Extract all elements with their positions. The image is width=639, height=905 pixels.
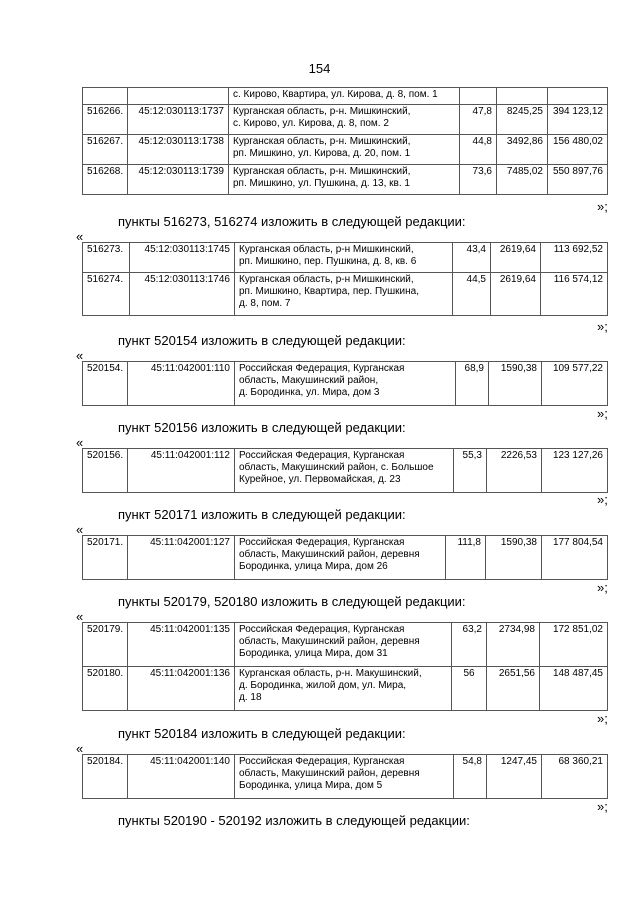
amendment-instruction: пункт 520184 изложить в следующей редакции: [118,726,406,741]
property-table [82,242,608,316]
closing-quote: »; [597,406,608,421]
property-table [82,622,608,711]
property-table [82,448,608,493]
table-row [83,449,608,493]
cell-area: 54,8 [454,755,487,799]
property-table [82,87,608,195]
address-line: область, Макушинский район, с. Большое [239,462,434,473]
table-row [83,88,608,105]
cell-total [548,88,608,105]
cell-total: 394 123,12 [548,105,608,135]
opening-quote: « [76,609,84,624]
table-row [83,623,608,667]
amendment-instruction: пункт 520156 изложить в следующей редакции: [118,420,406,435]
address-line: Курганская область, р-н. Макушинский, [239,668,422,679]
cell-area: 73,6 [460,165,497,195]
cell-total: 156 480,02 [548,135,608,165]
cell-cadastral-number: 45:12:030113:1739 [128,165,229,195]
cell-number: 520156. [83,449,128,493]
table-row [83,536,608,580]
cell-total: 123 127,26 [542,449,608,493]
cell-total: 109 577,22 [542,362,608,406]
cell-area: 111,8 [446,536,486,580]
page-number: 154 [308,61,331,76]
address-line: Российская Федерация, Курганская [239,537,405,548]
address-line: Курганская область, р-н Мишкинский, [239,244,414,255]
closing-quote: »; [597,799,608,814]
table-row [83,165,608,195]
address-line: Бородинка, улица Мира, дом 31 [239,648,388,659]
opening-quote: « [76,435,84,450]
address-line: д. 18 [239,692,262,703]
address-line: рп. Мишкино, ул. Пушкина, д. 13, кв. 1 [233,178,410,189]
cell-cadastral-number: 45:11:042001:110 [128,362,235,406]
cell-rate: 1590,38 [486,536,542,580]
cell-cadastral-number: 45:12:030113:1745 [130,243,235,273]
table-row [83,667,608,711]
cell-rate: 2651,56 [487,667,540,711]
cell-address [229,135,460,165]
address-line: Российская Федерация, Курганская [239,363,405,374]
cell-rate: 3492,86 [497,135,548,165]
cell-number: 520184. [83,755,128,799]
amendment-instruction: пункт 520171 изложить в следующей редакции: [118,507,406,522]
table-row [83,273,608,316]
address-line: область, Макушинский район, [239,375,379,386]
opening-quote: « [76,348,84,363]
cell-cadastral-number [128,88,229,105]
cell-rate: 8245,25 [497,105,548,135]
cell-number: 516274. [83,273,130,316]
cell-area: 47,8 [460,105,497,135]
amendment-instruction: пункты 520190 - 520192 изложить в следующей редакции: [118,813,470,828]
address-line: д. Бородинка, ул. Мира, дом 3 [239,387,380,398]
cell-rate [497,88,548,105]
cell-cadastral-number: 45:11:042001:127 [128,536,235,580]
cell-rate: 1247,45 [487,755,542,799]
cell-area: 56 [452,667,487,711]
address-line: Курейное, ул. Первомайская, д. 23 [239,474,401,485]
cell-address [235,667,452,711]
cell-address [229,88,460,105]
cell-total: 116 574,12 [541,273,608,316]
address-line: рп. Мишкино, Квартира, пер. Пушкина, [239,286,419,297]
cell-cadastral-number: 45:11:042001:140 [128,755,235,799]
cell-number: 520180. [83,667,128,711]
closing-quote: »; [597,492,608,507]
cell-total: 550 897,76 [548,165,608,195]
cell-address [229,165,460,195]
cell-rate: 2619,64 [491,243,541,273]
cell-area [460,88,497,105]
address-line: Курганская область, р-н. Мишкинский, [233,136,411,147]
address-line: рп. Мишкино, ул. Кирова, д. 20, пом. 1 [233,148,411,159]
closing-quote: »; [597,199,608,214]
address-line: Российская Федерация, Курганская [239,624,405,635]
cell-cadastral-number: 45:11:042001:112 [128,449,235,493]
property-table [82,361,608,406]
address-line: Российская Федерация, Курганская [239,450,405,461]
cell-total: 113 692,52 [541,243,608,273]
table-row [83,243,608,273]
cell-address [229,105,460,135]
opening-quote: « [76,229,84,244]
cell-rate: 2226,53 [487,449,542,493]
cell-rate: 2734,98 [487,623,540,667]
address-line: рп. Мишкино, пер. Пушкина, д. 8, кв. 6 [239,256,417,267]
cell-total: 177 804,54 [542,536,608,580]
cell-area: 63,2 [452,623,487,667]
amendment-instruction: пункты 520179, 520180 изложить в следующей редакции: [118,594,466,609]
address-line: Курганская область, р-н. Мишкинский, [233,106,411,117]
address-line: область, Макушинский район, деревня [239,636,420,647]
cell-number: 516267. [83,135,128,165]
cell-number: 520154. [83,362,128,406]
cell-total: 172 851,02 [540,623,608,667]
opening-quote: « [76,741,84,756]
table-row [83,755,608,799]
property-table [82,754,608,799]
table-row [83,105,608,135]
address-line: с. Кирово, ул. Кирова, д. 8, пом. 2 [233,118,389,129]
cell-address [235,273,453,316]
amendment-instruction: пункты 516273, 516274 изложить в следующей редакции: [118,214,466,229]
address-line: Российская Федерация, Курганская [239,756,405,767]
cell-number: 516268. [83,165,128,195]
cell-cadastral-number: 45:12:030113:1738 [128,135,229,165]
cell-rate: 2619,64 [491,273,541,316]
cell-address [235,362,456,406]
cell-address [235,623,452,667]
table-row [83,135,608,165]
cell-number [83,88,128,105]
cell-address [235,243,453,273]
cell-address [235,449,454,493]
closing-quote: »; [597,319,608,334]
address-line: область, Макушинский район, деревня [239,549,420,560]
cell-area: 43,4 [453,243,491,273]
cell-rate: 1590,38 [489,362,542,406]
closing-quote: »; [597,711,608,726]
cell-cadastral-number: 45:11:042001:135 [128,623,235,667]
opening-quote: « [76,522,84,537]
table-row [83,362,608,406]
cell-number: 516273. [83,243,130,273]
cell-address [235,755,454,799]
address-line: Бородинка, улица Мира, дом 26 [239,561,388,572]
address-line: Курганская область, р-н Мишкинский, [239,274,414,285]
cell-cadastral-number: 45:12:030113:1746 [130,273,235,316]
cell-area: 55,3 [454,449,487,493]
address-line: Бородинка, улица Мира, дом 5 [239,780,383,791]
cell-number: 516266. [83,105,128,135]
cell-rate: 7485,02 [497,165,548,195]
cell-cadastral-number: 45:11:042001:136 [128,667,235,711]
amendment-instruction: пункт 520154 изложить в следующей редакции: [118,333,406,348]
property-table [82,535,608,580]
address-line: д. 8, пом. 7 [239,298,291,309]
cell-total: 68 360,21 [542,755,608,799]
cell-area: 44,5 [453,273,491,316]
address-line: с. Кирово, Квартира, ул. Кирова, д. 8, пом. 1 [233,89,438,100]
cell-total: 148 487,45 [540,667,608,711]
closing-quote: »; [597,580,608,595]
address-line: область, Макушинский район, деревня [239,768,420,779]
cell-number: 520171. [83,536,128,580]
cell-number: 520179. [83,623,128,667]
address-line: д. Бородинка, жилой дом, ул. Мира, [239,680,407,691]
cell-area: 44,8 [460,135,497,165]
address-line: Курганская область, р-н. Мишкинский, [233,166,411,177]
cell-address [235,536,446,580]
cell-cadastral-number: 45:12:030113:1737 [128,105,229,135]
cell-area: 68,9 [456,362,489,406]
